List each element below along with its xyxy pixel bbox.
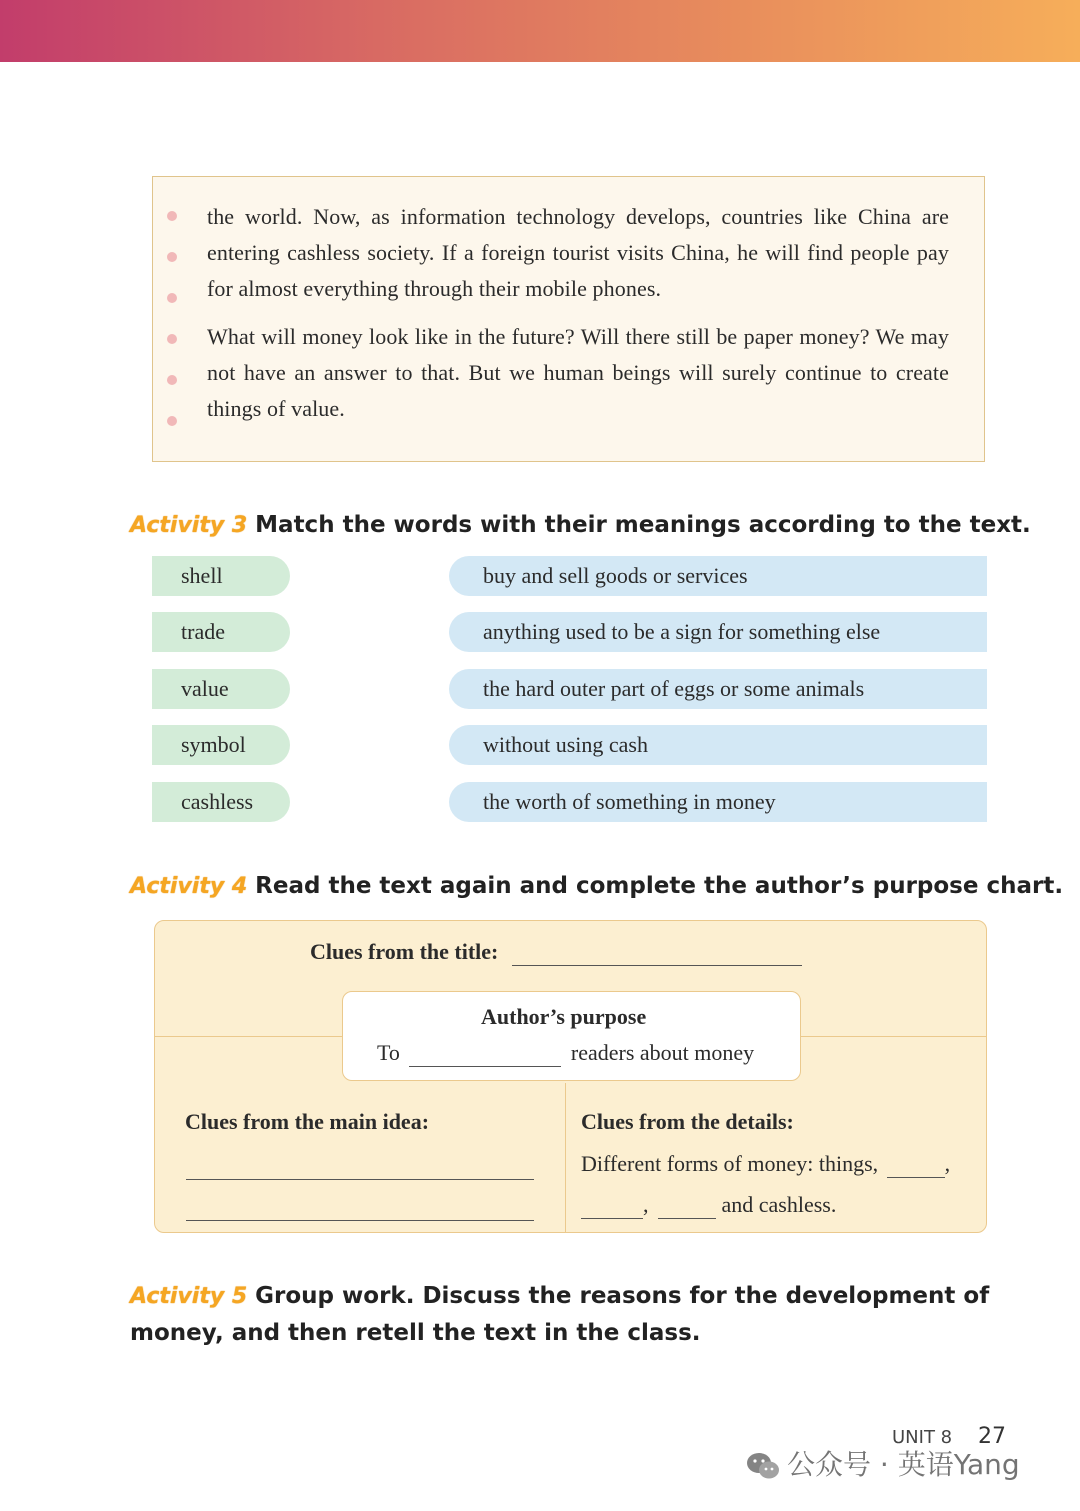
match-meaning-4[interactable]: without using cash	[449, 725, 987, 765]
activity-4-label: Activity 4	[130, 874, 248, 899]
passage-paragraph-1: the world. Now, as information technology develops, countries like China are entering cashless society. If a foreign tourist visits China, he will find people pay for almost everything through their mobile phones.	[207, 204, 949, 301]
main-idea-blank-1[interactable]	[186, 1153, 534, 1180]
purpose-rest: readers about money	[570, 1040, 755, 1065]
activity-3-heading	[130, 512, 1031, 538]
match-meaning-2[interactable]: anything used to be a sign for something else	[449, 612, 987, 652]
activity-5-heading	[130, 1278, 990, 1351]
purpose-sentence	[377, 1040, 754, 1067]
details-blank-3[interactable]	[658, 1192, 716, 1219]
main-idea-blank-1-row	[186, 1153, 534, 1180]
details-and: and cashless.	[721, 1192, 837, 1217]
activity-4-instruction: Read the text again and complete the author’s purpose chart.	[255, 873, 1064, 899]
match-meaning-3[interactable]: the hard outer part of eggs or some animals	[449, 669, 987, 709]
watermark	[745, 1443, 1020, 1483]
page-number: 27	[978, 1424, 1006, 1449]
authors-purpose-box	[342, 991, 801, 1081]
details-text-1: Different forms of money: things,	[581, 1151, 879, 1176]
details-line-1	[581, 1151, 950, 1178]
activity-3-instruction: Match the words with their meanings according to the text.	[255, 512, 1031, 538]
main-idea-blank-2[interactable]	[186, 1194, 534, 1221]
details-comma: ,	[944, 1151, 951, 1176]
details-line-2	[581, 1192, 836, 1219]
details-comma-2: ,	[643, 1192, 649, 1217]
match-word-1[interactable]: shell	[152, 556, 290, 596]
wechat-icon	[745, 1451, 781, 1481]
main-idea-blank-2-row	[186, 1194, 534, 1221]
match-word-2[interactable]: trade	[152, 612, 290, 652]
purpose-to: To	[377, 1040, 400, 1065]
purpose-title: Author’s purpose	[481, 1004, 647, 1029]
match-word-3[interactable]: value	[152, 669, 290, 709]
clues-details-label: Clues from the details:	[581, 1109, 794, 1134]
details-blank-1[interactable]	[887, 1151, 945, 1178]
activity-5-label: Activity 5	[130, 1284, 248, 1309]
watermark-text: 公众号 · 英语Yang	[787, 1448, 1020, 1481]
purpose-blank[interactable]	[409, 1040, 561, 1067]
clues-main-idea-label: Clues from the main idea:	[185, 1109, 430, 1134]
passage-paragraph-2: What will money look like in the future? Will there still be paper money? We may not have an answer to that. But we human beings will surely continue to create things of value.	[207, 324, 949, 421]
match-meaning-5[interactable]: the worth of something in money	[449, 782, 987, 822]
clues-title-blank[interactable]	[512, 939, 802, 966]
match-meaning-1[interactable]: buy and sell goods or services	[449, 556, 987, 596]
footer-unit: UNIT 8	[892, 1427, 953, 1448]
activity-4-heading	[130, 873, 1063, 899]
details-blank-2[interactable]	[581, 1192, 643, 1219]
decorative-dots	[167, 211, 177, 457]
match-word-5[interactable]: cashless	[152, 782, 290, 822]
chart-divider-vertical	[565, 1083, 566, 1232]
activity-3-label: Activity 3	[130, 513, 248, 538]
match-word-4[interactable]: symbol	[152, 725, 290, 765]
clues-title-row	[310, 939, 802, 966]
reading-passage-box	[152, 176, 985, 462]
authors-purpose-chart	[154, 920, 987, 1233]
activity-5-instruction: Group work. Discuss the reasons for the development of money, and then retell the text in the class.	[130, 1283, 990, 1346]
header-gradient-bar	[0, 0, 1080, 62]
clues-title-label: Clues from the title:	[310, 939, 499, 964]
